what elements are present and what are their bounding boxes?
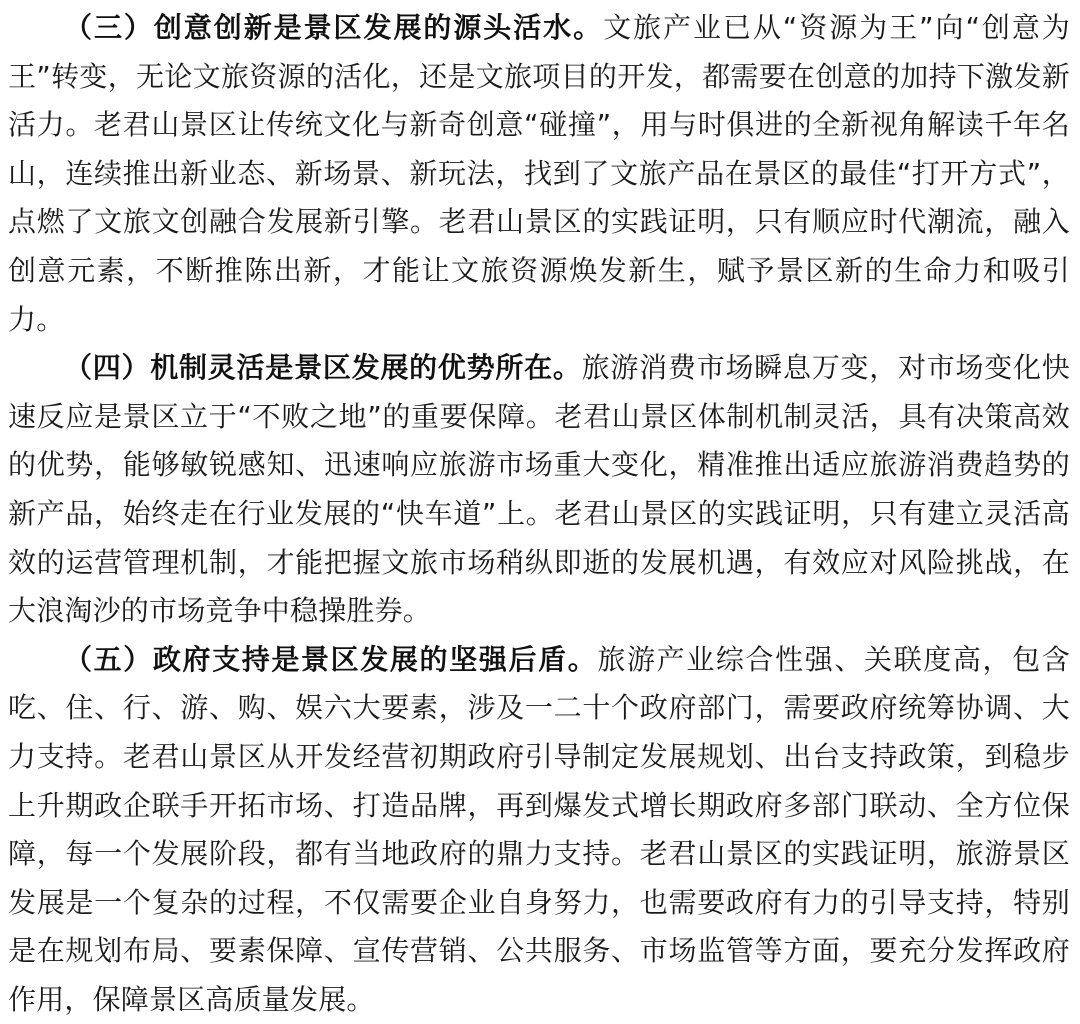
section-4-paragraph <box>8 344 1070 636</box>
section-3-heading: （三）创意创新是景区发展的源头活水。 <box>64 11 604 44</box>
section-5-paragraph <box>8 636 1070 1024</box>
section-4-body: 旅游消费市场瞬息万变，对市场变化快速反应是景区立于“不败之地”的重要保障。老君山景区体制机制灵活，具有决策高效的优势，能够敏锐感知、迅速响应旅游市场重大变化，精准推出适应旅游消费趋势的新产品，始终走在行业发展的“快车道”上。老君山景区的实践证明，只有建立灵活高效的运营管理机制，才能把握文旅市场稍纵即逝的发展机遇，有效应对风险挑战，在大浪淘沙的市场竞争中稳操胜券。 <box>8 351 1070 628</box>
section-5-body: 旅游产业综合性强、关联度高，包含吃、住、行、游、购、娱六大要素，涉及一二十个政府部门，需要政府统筹协调、大力支持。老君山景区从开发经营初期政府引导制定发展规划、出台支持政策，到稳步上升期政企联手开拓市场、打造品牌，再到爆发式增长期政府多部门联动、全方位保障，每一个发展阶段，都有当地政府的鼎力支持。老君山景区的实践证明，旅游景区发展是一个复杂的过程，不仅需要企业自身努力，也需要政府有力的引导支持，特别是在规划布局、要素保障、宣传营销、公共服务、市场监管等方面，要充分发挥政府作用，保障景区高质量发展。 <box>8 642 1070 1016</box>
section-5-heading: （五）政府支持是景区发展的坚强后盾。 <box>64 642 598 676</box>
section-3-body: 文旅产业已从“资源为王”向“创意为王”转变，无论文旅资源的活化，还是文旅项目的开发，都需要在创意的加持下激发新活力。老君山景区让传统文化与新奇创意“碰撞”，用与时俱进的全新视角解读千年名山，连续推出新业态、新场景、新玩法，找到了文旅产品在景区的最佳“打开方式”，点燃了文旅文创融合发展新引擎。老君山景区的实践证明，只有顺应时代潮流，融入创意元素，不断推陈出新，才能让文旅资源焕发新生，赋予景区新的生命力和吸引力。 <box>8 11 1070 336</box>
section-3-paragraph <box>8 4 1070 344</box>
section-4-heading: （四）机制灵活是景区发展的优势所在。 <box>64 351 582 385</box>
